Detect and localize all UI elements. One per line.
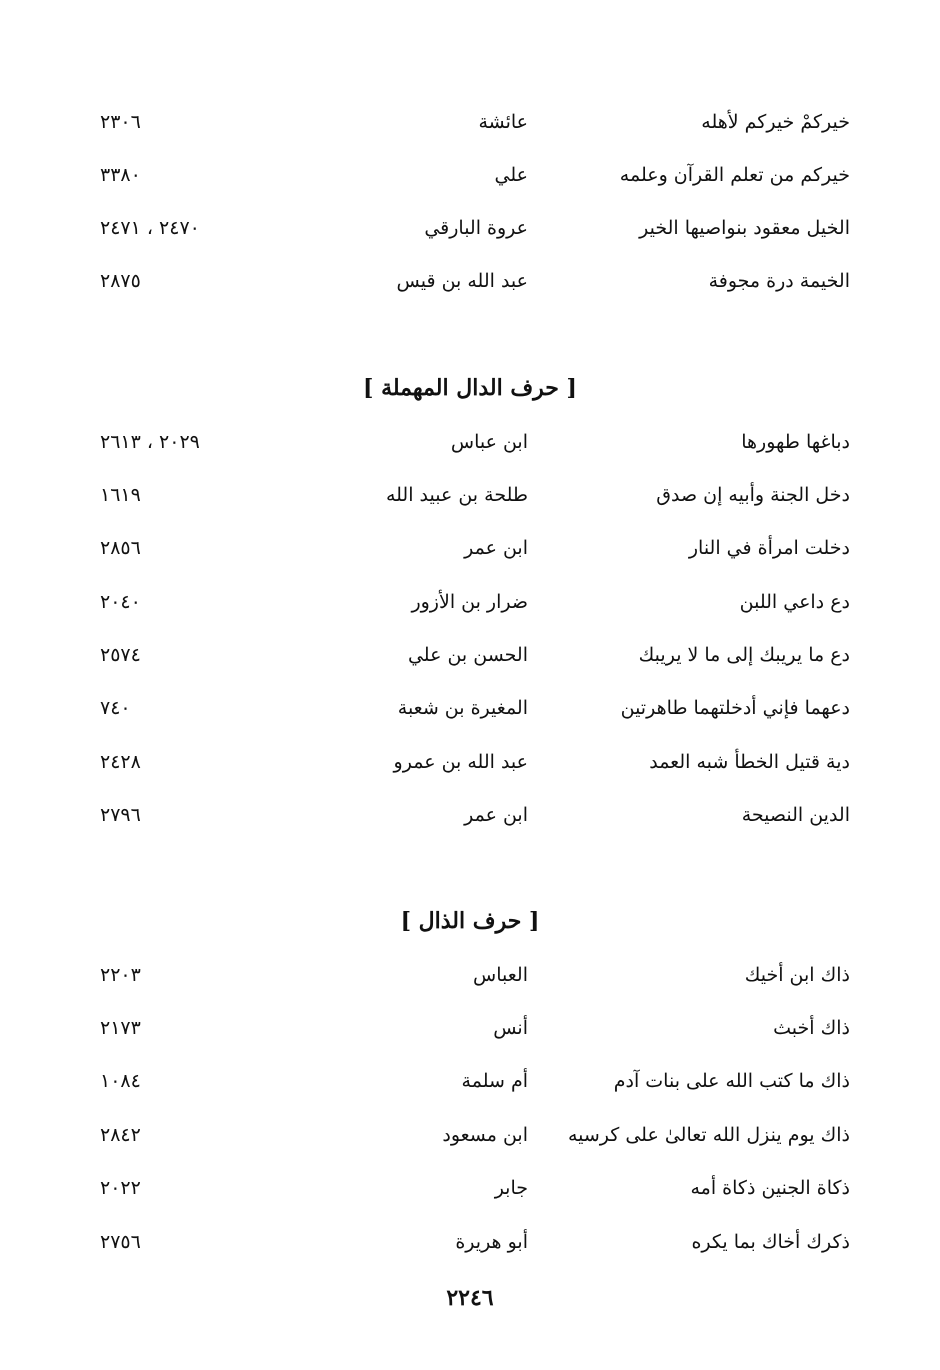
hadith-number: ٧٤٠: [100, 697, 131, 719]
index-row: [0, 528, 940, 568]
narrator-name: أبو هريرة: [455, 1231, 528, 1253]
hadith-text: دية قتيل الخطأ شبه العمد: [649, 751, 850, 773]
index-row: [0, 1222, 940, 1262]
hadith-number: ٢٤٢٨: [100, 751, 141, 773]
hadith-number: ٢١٧٣: [100, 1017, 141, 1039]
hadith-text: ذاك ابن أخيك: [744, 964, 850, 986]
narrator-name: ابن عمر: [464, 804, 528, 826]
hadith-text: الخيل معقود بنواصيها الخير: [639, 217, 850, 239]
index-row: [0, 422, 940, 462]
page-number: ٢٢٤٦: [446, 1285, 494, 1311]
narrator-name: طلحة بن عبيد الله: [385, 484, 528, 506]
index-row: [0, 261, 940, 301]
hadith-text: ذكاة الجنين ذكاة أمه: [690, 1177, 850, 1199]
index-row: [0, 1008, 940, 1048]
hadith-number: ٢٨٥٦: [100, 537, 141, 559]
hadith-number: ٣٣٨٠: [100, 164, 141, 186]
hadith-number: ٢٢٠٣: [100, 964, 141, 986]
narrator-name: الحسن بن علي: [407, 644, 528, 666]
section-heading: [ حرف الذال ]: [400, 908, 540, 934]
narrator-name: ابن عمر: [464, 537, 528, 559]
index-row: [0, 1061, 940, 1101]
index-row: [0, 1168, 940, 1208]
hadith-text: دخل الجنة وأبيه إن صدق: [656, 484, 850, 506]
hadith-number: ٢٧٩٦: [100, 804, 141, 826]
index-row: [0, 582, 940, 622]
narrator-name: علي: [494, 164, 528, 186]
narrator-name: أم سلمة: [461, 1070, 528, 1092]
narrator-name: عبد الله بن قيس: [396, 270, 528, 292]
hadith-number: ٢٣٠٦: [100, 111, 141, 133]
hadith-number: ٢٧٥٦: [100, 1231, 141, 1253]
hadith-number: ٢٠٢٢: [100, 1177, 141, 1199]
index-row: [0, 635, 940, 675]
narrator-name: عائشة: [478, 111, 528, 133]
hadith-text: دع داعي اللبن: [739, 591, 850, 613]
index-row: [0, 742, 940, 782]
narrator-name: ابن عباس: [450, 431, 528, 453]
hadith-number: ٢٠٤٠: [100, 591, 141, 613]
hadith-number: ٢٨٤٢: [100, 1124, 141, 1146]
narrator-name: عبد الله بن عمرو: [393, 751, 528, 773]
hadith-text: دع ما يريبك إلى ما لا يريبك: [638, 644, 850, 666]
index-row: [0, 475, 940, 515]
index-row: [0, 155, 940, 195]
hadith-number: ٢٠٢٩ ، ٢٦١٣: [100, 431, 200, 453]
narrator-name: ضرار بن الأزور: [411, 591, 528, 613]
index-row: [0, 208, 940, 248]
narrator-name: العباس: [473, 964, 528, 986]
index-row: [0, 1115, 940, 1155]
index-row: [0, 102, 940, 142]
hadith-text: خيركم من تعلم القرآن وعلمه: [619, 164, 850, 186]
narrator-name: أنس: [493, 1017, 528, 1039]
hadith-text: ذاك أخبث: [773, 1017, 850, 1039]
index-row: [0, 795, 940, 835]
hadith-text: الدين النصيحة: [741, 804, 850, 826]
hadith-text: ذكرك أخاك بما يكره: [691, 1231, 850, 1253]
hadith-number: ٢٨٧٥: [100, 270, 141, 292]
hadith-text: دخلت امرأة في النار: [688, 537, 850, 559]
narrator-name: جابر: [494, 1177, 528, 1199]
hadith-number: ٢٥٧٤: [100, 644, 141, 666]
narrator-name: المغيرة بن شعبة: [397, 697, 528, 719]
hadith-text: ذاك ما كتب الله على بنات آدم: [613, 1070, 850, 1092]
narrator-name: عروة البارقي: [424, 217, 528, 239]
index-row: [0, 955, 940, 995]
hadith-number: ١٠٨٤: [100, 1070, 141, 1092]
section-heading: [ حرف الدال المهملة ]: [363, 375, 577, 401]
hadith-text: خيركمْ خيركم لأهله: [701, 111, 850, 133]
hadith-text: دباغها طهورها: [741, 431, 850, 453]
hadith-text: ذاك يوم ينزل الله تعالىٰ على كرسيه: [567, 1124, 850, 1146]
hadith-number: ٢٤٧٠ ، ٢٤٧١: [100, 217, 200, 239]
hadith-text: الخيمة درة مجوفة: [708, 270, 850, 292]
hadith-text: دعهما فإني أدخلتهما طاهرتين: [620, 697, 850, 719]
narrator-name: ابن مسعود: [442, 1124, 528, 1146]
hadith-number: ١٦١٩: [100, 484, 141, 506]
index-row: [0, 688, 940, 728]
